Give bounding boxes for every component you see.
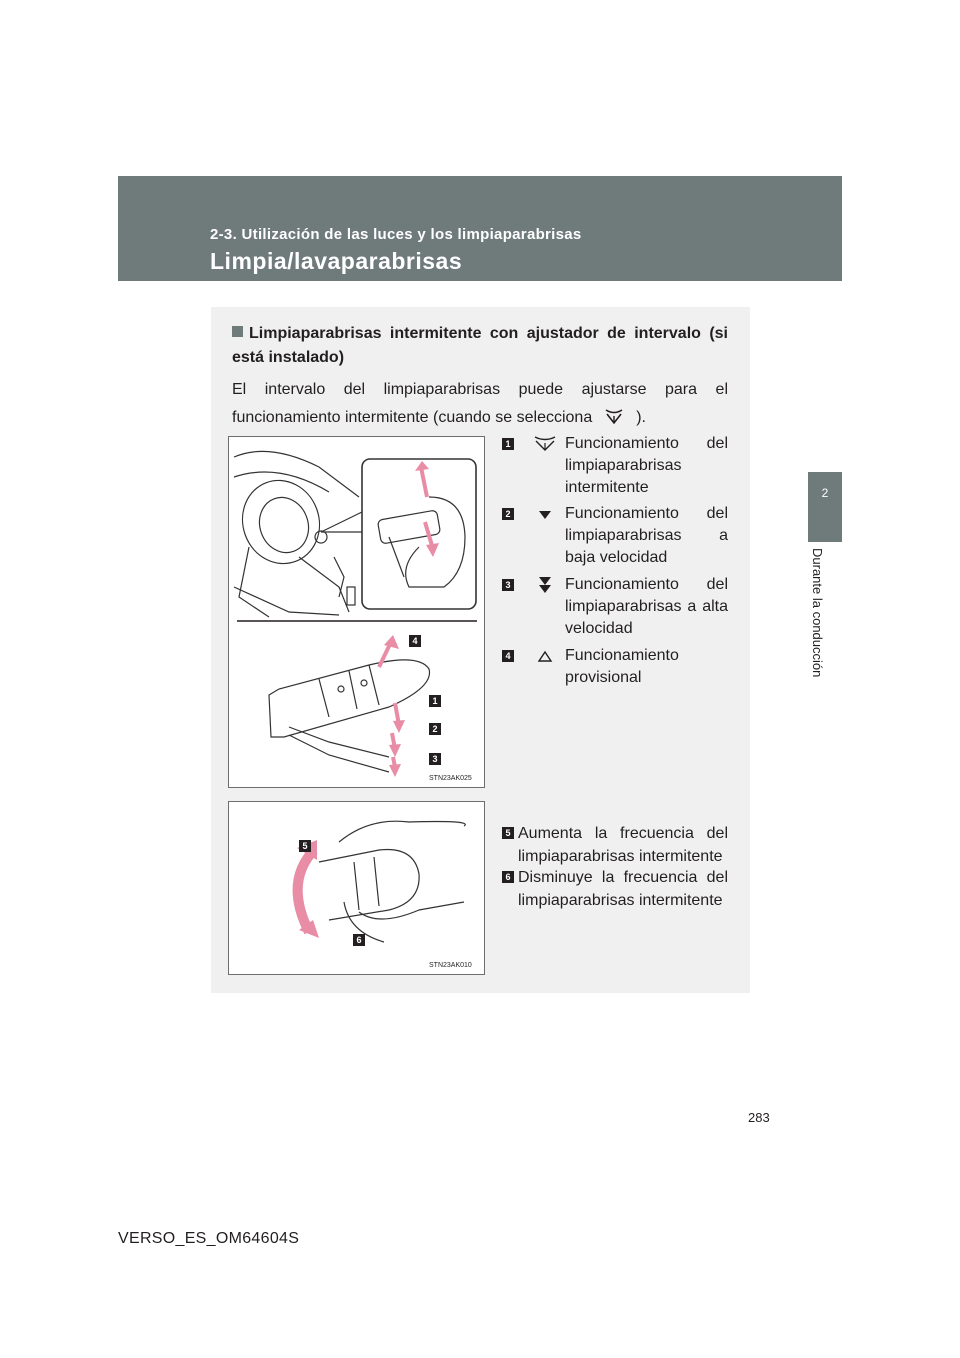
callout-badge: 6 <box>353 934 365 946</box>
section-title: 2-3. Utilización de las luces y los limpiaparabrisas <box>210 226 582 243</box>
callout-badge: 1 <box>429 695 441 707</box>
item-text: Aumenta la frecuencia del limpiaparabrisas intermitente <box>518 825 728 865</box>
wiper-low-icon <box>530 503 560 523</box>
callout-badge: 3 <box>429 753 441 765</box>
item-badge: 1 <box>502 438 514 450</box>
item-badge: 2 <box>502 508 514 520</box>
callout-badge: 4 <box>409 635 421 647</box>
intro-block <box>232 322 728 432</box>
wiper-intermittent-icon <box>530 433 560 453</box>
figure-caption: STN23AK010 <box>429 962 472 969</box>
wiper-intermittent-icon <box>594 406 634 426</box>
chapter-tab <box>808 472 842 542</box>
item-text: Funcionamiento del limpiaparabrisas intermitente <box>565 435 728 496</box>
page-number: 283 <box>748 1110 770 1125</box>
item-badge: 5 <box>502 827 514 839</box>
intro-body: El intervalo del limpiaparabrisas puede ajustarse para el funcionamiento intermitente (cuando se selecciona ). <box>232 381 728 426</box>
bullet-square-icon <box>232 326 243 337</box>
callout-badge: 2 <box>429 723 441 735</box>
callout-badge: 5 <box>299 840 311 852</box>
chapter-label: Durante la conducción <box>810 548 825 678</box>
item-badge: 4 <box>502 650 514 662</box>
wiper-mist-icon <box>530 645 560 665</box>
item-text: Disminuye la frecuencia del limpiaparabrisas intermitente <box>518 869 728 909</box>
item-badge: 6 <box>502 871 514 883</box>
item-text: Funcionamiento provisional <box>565 647 679 686</box>
lever-illustration <box>228 436 485 788</box>
figure-caption: STN23AK025 <box>429 775 472 782</box>
item-text: Funcionamiento del limpiaparabrisas a baja velocidad <box>565 505 728 566</box>
section-header <box>118 176 842 281</box>
item-badge: 3 <box>502 579 514 591</box>
document-code: VERSO_ES_OM64604S <box>118 1230 300 1247</box>
intro-heading: Limpiaparabrisas intermitente con ajustador de intervalo (si está instalado) <box>232 325 728 366</box>
item-text: Funcionamiento del limpiaparabrisas a alta velocidad <box>565 576 728 637</box>
ring-illustration <box>228 801 485 975</box>
chapter-number: 2 <box>821 486 829 500</box>
wiper-high-icon <box>530 574 560 594</box>
page-title: Limpia/lavaparabrisas <box>210 248 463 274</box>
